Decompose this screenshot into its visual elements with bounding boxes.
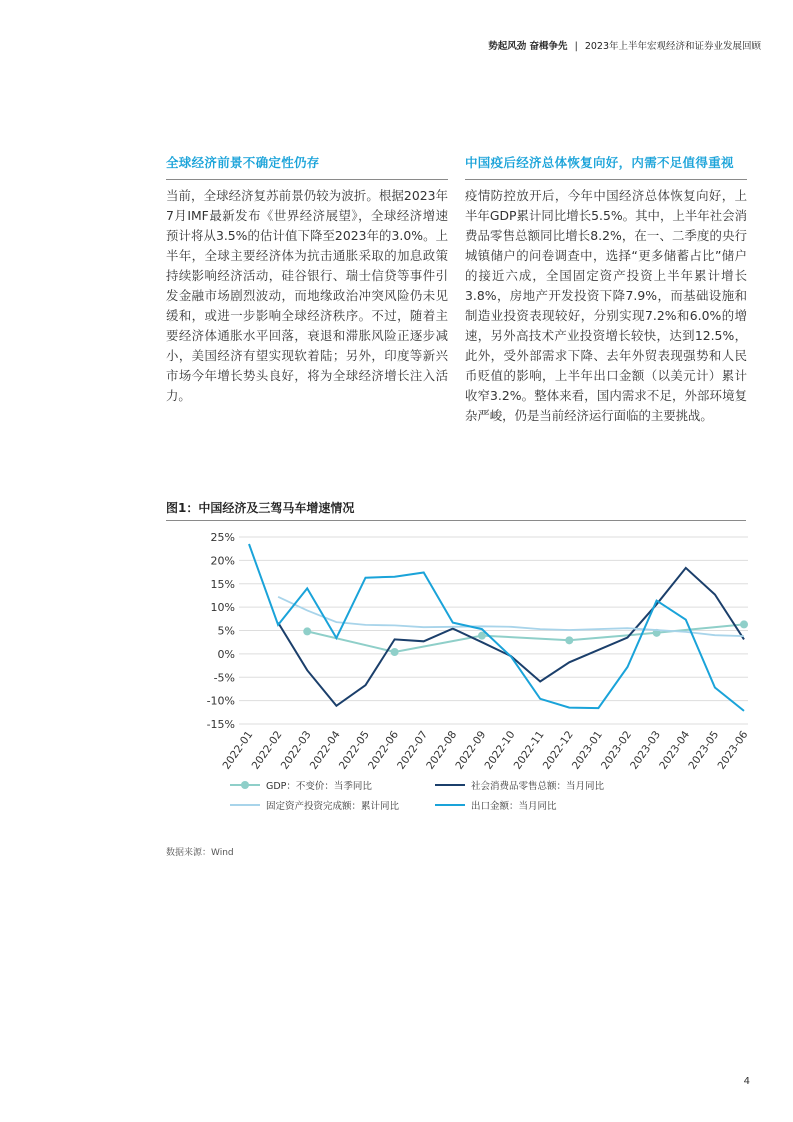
right-section-title: 中国疫后经济总体恢复向好，内需不足值得重视 bbox=[465, 153, 747, 180]
y-tick-label: 15% bbox=[210, 577, 235, 591]
y-tick-label: 10% bbox=[210, 601, 235, 615]
header-slogan: 势起风劲 奋楫争先 bbox=[488, 41, 568, 52]
x-tick-label: 2023-03 bbox=[628, 728, 664, 772]
growth-line-chart bbox=[166, 524, 756, 774]
x-tick-label: 2022-05 bbox=[336, 728, 372, 772]
y-tick-label: -5% bbox=[213, 671, 235, 685]
x-tick-label: 2022-08 bbox=[424, 728, 460, 772]
series-point-1 bbox=[391, 648, 399, 656]
left-section bbox=[166, 153, 448, 406]
legend-item bbox=[435, 798, 557, 812]
figure-title-rule bbox=[166, 520, 746, 521]
page-number: 4 bbox=[743, 1076, 750, 1087]
header-separator: | bbox=[574, 41, 578, 52]
right-section bbox=[465, 153, 747, 426]
header-title: 2023年上半年宏观经济和证券业发展回顾 bbox=[584, 41, 761, 52]
legend-label: 固定资产投资完成额：累计同比 bbox=[266, 801, 400, 812]
x-tick-label: 2023-06 bbox=[715, 728, 751, 772]
x-tick-label: 2022-10 bbox=[482, 728, 518, 772]
legend-label: 出口金额：当月同比 bbox=[471, 801, 557, 812]
x-tick-label: 2023-04 bbox=[657, 728, 693, 772]
legend-swatch bbox=[435, 804, 465, 806]
x-tick-label: 2022-04 bbox=[307, 728, 343, 772]
y-tick-label: -10% bbox=[206, 694, 235, 708]
x-tick-label: 2023-01 bbox=[569, 728, 605, 772]
page-header bbox=[488, 38, 761, 52]
x-tick-label: 2023-05 bbox=[686, 728, 722, 772]
y-tick-label: 5% bbox=[217, 624, 235, 638]
y-tick-label: -15% bbox=[206, 718, 235, 731]
series-point-1 bbox=[303, 627, 311, 635]
left-section-body: 当前，全球经济复苏前景仍较为波折。根据2023年7月IMF最新发布《世界经济展望》，全球经济增速预计将从3.5%的估计值下降至2023年的3.0%。上半年，全球主要经济体为抗击通胀采取的加息政策持续影响经济活动，硅谷银行、瑞士信贷等事件引发金融市场剧烈波动，而地缘政治冲突风险仍未见缓和，或进一步影响全球经济秩序。不过，随着主要经济体通胀水平回落，衰退和滞胀风险正逐步减小，美国经济有望实现软着陆；另外，印度等新兴市场今年增长势头良好，将为全球经济增长注入活力。 bbox=[166, 188, 448, 403]
x-tick-label: 2022-06 bbox=[366, 728, 402, 772]
y-tick-label: 0% bbox=[217, 647, 235, 661]
legend-item bbox=[230, 778, 372, 792]
legend-marker bbox=[241, 781, 249, 789]
right-section-body: 疫情防控放开后，今年中国经济总体恢复向好，上半年GDP累计同比增长5.5%。其中，上半年社会消费品零售总额同比增长8.2%，在一、二季度的央行城镇储户的问卷调查中，选择“更多储蓄占比”储户的接近六成，全国固定资产投资上半年累计增长3.8%，房地产开发投资下降7.9%，而基础设施和制造业投资表现较好，分别实现7.2%和6.0%的增速，另外高技术产业投资增长较快，达到12.5%，此外，受外部需求下降、去年外贸表现强势和人民币贬值的影响，上半年出口金额（以美元计）累计收窄3.2%。整体来看，国内需求不足，外部环境复杂严峻，仍是当前经济运行面临的主要挑战。 bbox=[465, 188, 747, 423]
legend-label: 社会消费品零售总额：当月同比 bbox=[471, 781, 605, 792]
x-tick-label: 2022-01 bbox=[220, 728, 256, 772]
legend-label: GDP：不变价：当季同比 bbox=[266, 781, 372, 792]
x-tick-label: 2022-12 bbox=[540, 728, 576, 772]
x-tick-label: 2022-09 bbox=[453, 728, 489, 772]
y-tick-label: 20% bbox=[210, 554, 235, 568]
series-point-1 bbox=[740, 620, 748, 628]
x-tick-label: 2022-07 bbox=[395, 728, 431, 772]
legend-swatch bbox=[230, 804, 260, 806]
legend-swatch bbox=[435, 784, 465, 786]
legend-item bbox=[230, 798, 399, 812]
x-tick-label: 2022-03 bbox=[278, 728, 314, 772]
y-tick-label: 25% bbox=[210, 531, 235, 544]
figure-source: 数据来源：Wind bbox=[166, 848, 234, 858]
left-section-title: 全球经济前景不确定性仍存 bbox=[166, 153, 448, 180]
figure-title: 图1：中国经济及三驾马车增速情况 bbox=[166, 501, 355, 515]
legend-item bbox=[435, 778, 604, 792]
x-tick-label: 2022-11 bbox=[511, 728, 547, 772]
legend-swatch bbox=[230, 784, 260, 786]
x-tick-label: 2023-02 bbox=[598, 728, 634, 772]
x-tick-label: 2022-02 bbox=[249, 728, 285, 772]
series-point-1 bbox=[565, 636, 573, 644]
